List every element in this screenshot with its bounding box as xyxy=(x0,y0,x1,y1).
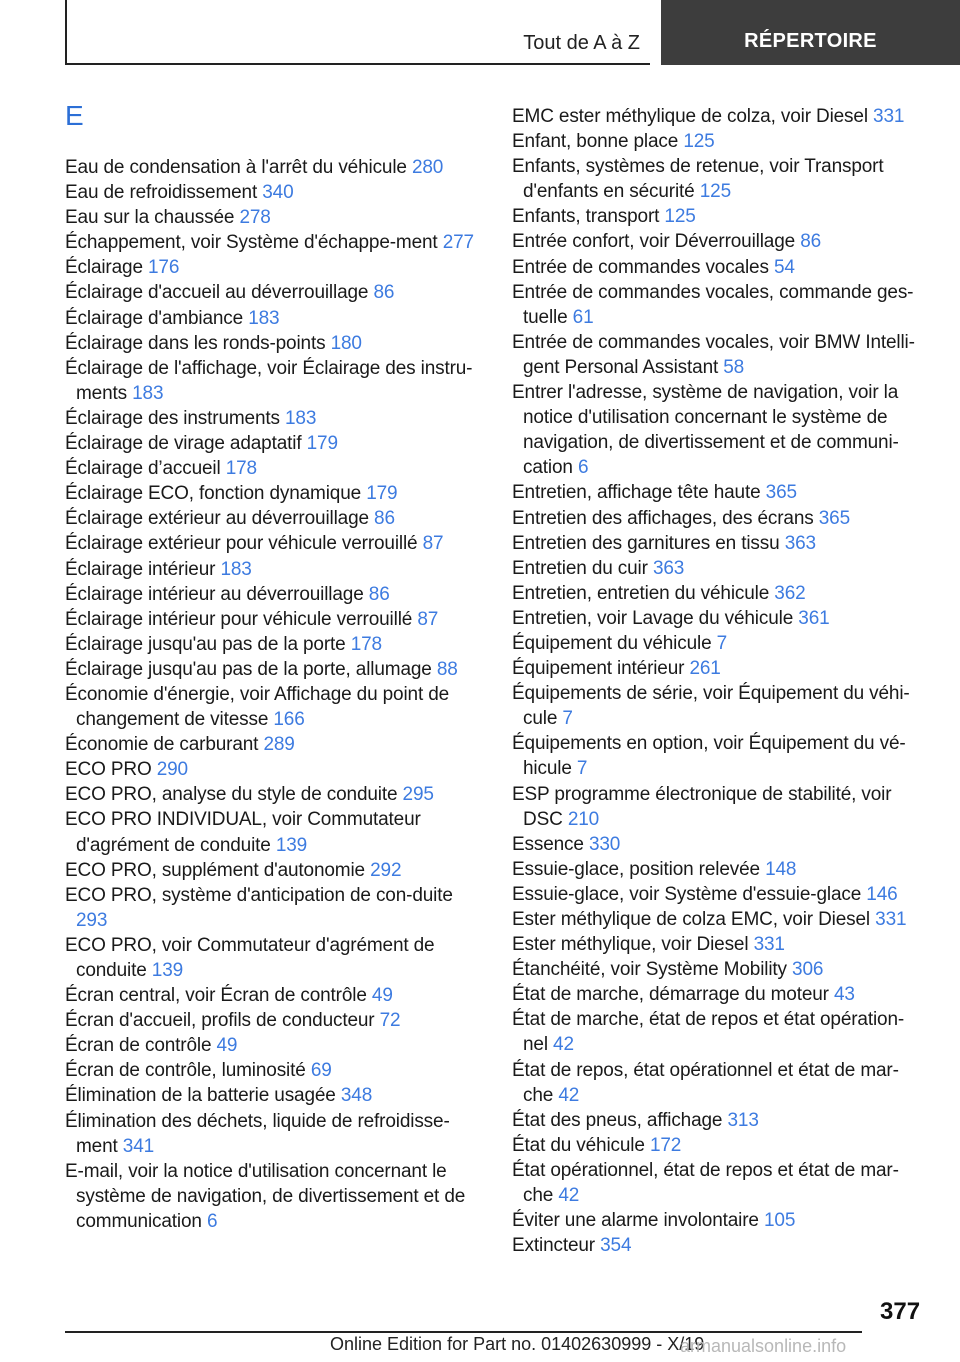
index-entry-page-link[interactable]: 341 xyxy=(122,1135,155,1157)
index-entry-text: Éclairage de l'affichage, voir Éclairage des instru-ments xyxy=(65,357,473,404)
index-entry xyxy=(65,306,480,331)
index-entry xyxy=(65,180,480,205)
index-entry-page-link[interactable]: 7 xyxy=(562,708,573,730)
header-tab-repertoire[interactable]: RÉPERTOIRE xyxy=(661,0,960,65)
index-entry-page-link[interactable]: 146 xyxy=(866,883,898,905)
index-entry-text: Enfants, systèmes de retenue, voir Transport d'enfants en sécurité xyxy=(512,156,884,203)
index-entry-text: Éclairage xyxy=(65,257,143,279)
index-entry xyxy=(512,129,927,154)
index-entry-text: État des pneus, affichage xyxy=(512,1109,723,1131)
page-number: 377 xyxy=(880,1298,921,1325)
index-entry-text: Ester méthylique de colza EMC, voir Diesel xyxy=(512,909,871,930)
section-letter: E xyxy=(65,100,84,131)
index-entry-text: État opérationnel, état de repos et état de mar-che xyxy=(512,1159,899,1207)
index-entry-text: Éclairage intérieur au déverrouillage xyxy=(65,583,364,605)
index-entry-text: Éclairage jusqu'au pas de la porte, allumage xyxy=(65,658,432,680)
index-entry-page-link[interactable]: 72 xyxy=(379,1010,401,1032)
index-entry-page-link[interactable]: 7 xyxy=(716,632,728,654)
index-entry xyxy=(512,380,927,480)
index-entry-text: Éclairage dans les ronds-points xyxy=(65,332,326,354)
index-entry-text: Équipements de série, voir Équipement du véhi-cule xyxy=(512,683,910,730)
index-entry xyxy=(512,932,927,957)
index-entry-page-link[interactable]: 87 xyxy=(422,533,444,555)
index-entry xyxy=(65,406,480,431)
index-entry xyxy=(65,582,480,607)
index-entry-page-link[interactable]: 354 xyxy=(600,1235,632,1257)
index-entry xyxy=(65,632,480,657)
index-entry-text: Élimination des déchets, liquide de refroidisse-ment xyxy=(65,1110,450,1157)
index-entry-text: Équipements en option, voir Équipement du vé-hicule xyxy=(512,733,906,780)
index-entry-page-link[interactable]: 292 xyxy=(370,859,402,881)
index-entry-text: Essuie-glace, voir Système d'essuie-glace xyxy=(512,883,862,905)
index-entry-page-link[interactable]: 43 xyxy=(834,984,855,1006)
index-entry xyxy=(512,606,927,631)
index-entry xyxy=(65,331,480,356)
index-entry xyxy=(65,883,480,933)
index-entry-text: ECO PRO INDIVIDUAL, voir Commutateur d'agrément de conduite xyxy=(65,809,421,856)
index-entry xyxy=(512,957,927,982)
index-entry-text: Entretien des garnitures en tissu xyxy=(512,532,780,554)
index-entry-page-link[interactable]: 178 xyxy=(225,458,257,480)
index-column-left xyxy=(65,155,480,1234)
index-entry-page-link[interactable]: 69 xyxy=(310,1060,332,1082)
footer-edition-text: Online Edition for Part no. 01402630999 - X/19 xyxy=(330,1334,705,1354)
index-entry xyxy=(512,154,927,204)
index-entry-page-link[interactable]: 331 xyxy=(873,106,905,127)
index-entry-text: Éclairage d'ambiance xyxy=(65,307,244,329)
index-entry-page-link[interactable]: 139 xyxy=(275,834,308,856)
index-entry-page-link[interactable]: 125 xyxy=(699,181,731,203)
index-entry-text: EMC ester méthylique de colza, voir Diesel xyxy=(512,106,868,127)
header-frame-horizontal xyxy=(65,63,650,65)
index-entry-page-link[interactable]: 139 xyxy=(151,960,184,981)
index-entry-text: Entretien, voir Lavage du véhicule xyxy=(512,607,794,629)
index-entry xyxy=(65,557,480,582)
index-entry xyxy=(512,907,927,932)
index-entry-page-link[interactable]: 183 xyxy=(285,407,317,429)
index-entry xyxy=(512,204,927,229)
index-entry-page-link[interactable]: 86 xyxy=(368,583,390,605)
index-entry-page-link[interactable]: 179 xyxy=(366,483,398,505)
index-entry-text: Essuie-glace, position relevée xyxy=(512,858,760,880)
index-entry-page-link[interactable]: 331 xyxy=(875,909,907,930)
index-entry-text: Éclairage extérieur au déverrouillage xyxy=(65,508,369,530)
index-entry xyxy=(512,531,927,556)
index-entry-page-link[interactable]: 58 xyxy=(723,356,745,378)
index-entry-text: Éclairage d'accueil au déverrouillage xyxy=(65,282,369,304)
index-entry-text: Entretien des affichages, des écrans xyxy=(512,507,814,529)
index-entry xyxy=(65,1008,480,1033)
index-entry-text: Économie de carburant xyxy=(65,734,259,756)
index-entry-page-link[interactable]: 313 xyxy=(727,1109,759,1131)
index-entry-text: Écran de contrôle, luminosité xyxy=(65,1060,306,1082)
index-entry-text: Eau de refroidissement xyxy=(65,182,258,204)
index-entry-page-link[interactable]: 365 xyxy=(765,482,797,504)
index-column-right xyxy=(512,104,927,1258)
index-entry-page-link[interactable]: 172 xyxy=(649,1134,682,1156)
index-entry-page-link[interactable]: 49 xyxy=(371,985,393,1007)
index-entry-text: Entretien du cuir xyxy=(512,557,648,579)
index-entry-page-link[interactable]: 148 xyxy=(765,858,797,880)
index-entry-page-link[interactable]: 365 xyxy=(818,507,851,529)
index-entry-text: État de marche, état de repos et état opération-nel xyxy=(512,1009,905,1056)
index-entry-text: ECO PRO, système d'anticipation de con-duite xyxy=(65,884,453,906)
index-entry xyxy=(65,280,480,305)
index-entry xyxy=(512,1058,927,1108)
index-entry-text: Eau de condensation à l'arrêt du véhicule xyxy=(65,157,407,178)
index-entry xyxy=(512,731,927,781)
index-entry-text: Éclairage de virage adaptatif xyxy=(65,433,302,455)
index-entry xyxy=(65,657,480,682)
index-entry xyxy=(512,480,927,505)
index-entry-page-link[interactable]: 54 xyxy=(773,256,795,278)
index-entry-text: Entrer l'adresse, système de navigation, voir la notice d'utilisation concernant le système de navigation, de divertissement et de communi-cation xyxy=(512,382,899,479)
index-entry xyxy=(65,983,480,1008)
index-entry xyxy=(65,807,480,857)
index-entry xyxy=(65,481,480,506)
index-entry-page-link[interactable]: 178 xyxy=(350,633,382,655)
index-entry xyxy=(512,506,927,531)
watermark: armanualsonline.info xyxy=(680,1336,847,1356)
index-entry xyxy=(512,982,927,1007)
index-entry-text: Ester méthylique, voir Diesel xyxy=(512,934,749,956)
index-entry-page-link[interactable]: 183 xyxy=(248,307,280,329)
index-entry-page-link[interactable]: 42 xyxy=(553,1034,574,1056)
index-entry xyxy=(65,230,480,255)
index-entry-page-link[interactable]: 105 xyxy=(764,1210,796,1232)
index-entry-text: ECO PRO, analyse du style de conduite xyxy=(65,784,398,806)
index-entry-text: Entretien, entretien du véhicule xyxy=(512,582,770,604)
index-entry xyxy=(65,456,480,481)
index-entry xyxy=(512,255,927,280)
index-entry-text: Éclairage intérieur pour véhicule verrouillé xyxy=(65,608,413,630)
index-entry xyxy=(512,1158,927,1208)
footer-divider xyxy=(65,1331,862,1333)
index-entry-page-link[interactable]: 42 xyxy=(558,1084,580,1106)
index-entry xyxy=(512,1208,927,1233)
index-entry xyxy=(512,1007,927,1057)
index-entry-page-link[interactable]: 362 xyxy=(774,582,806,604)
index-entry-page-link[interactable]: 49 xyxy=(216,1035,238,1057)
index-entry-page-link[interactable]: 363 xyxy=(652,557,685,579)
index-entry-text: Eau sur la chaussée xyxy=(65,207,235,229)
index-entry-text: État de marche, démarrage du moteur xyxy=(512,984,829,1006)
index-entry-page-link[interactable]: 280 xyxy=(411,157,444,178)
index-entry-text: Étanchéité, voir Système Mobility xyxy=(512,959,787,981)
index-entry-text: Équipement du véhicule xyxy=(512,632,712,654)
index-entry-text: Écran central, voir Écran de contrôle xyxy=(65,985,367,1007)
index-entry-text: ESP programme électronique de stabilité, voir DSC xyxy=(512,783,892,830)
index-entry-text: Écran d'accueil, profils de conducteur xyxy=(65,1010,375,1032)
header-frame-vertical xyxy=(65,0,67,65)
index-entry xyxy=(65,1159,480,1234)
index-entry-text: Éclairage d’accueil xyxy=(65,458,221,480)
index-entry-text: Éclairage intérieur xyxy=(65,558,216,580)
index-entry xyxy=(512,330,927,380)
index-entry-page-link[interactable]: 125 xyxy=(664,206,696,228)
index-entry xyxy=(65,255,480,280)
index-entry-page-link[interactable]: 290 xyxy=(156,759,188,781)
index-entry-page-link[interactable]: 289 xyxy=(263,734,295,756)
index-entry-text: Enfants, transport xyxy=(512,206,660,228)
index-entry-page-link[interactable]: 88 xyxy=(436,658,458,680)
index-entry-page-link[interactable]: 86 xyxy=(373,282,395,304)
index-entry-page-link[interactable]: 183 xyxy=(220,558,252,580)
index-entry xyxy=(65,732,480,757)
index-entry-page-link[interactable]: 87 xyxy=(417,608,439,630)
index-entry-page-link[interactable]: 86 xyxy=(374,508,395,530)
index-entry-page-link[interactable]: 293 xyxy=(76,909,108,931)
index-entry-text: Entrée de commandes vocales, voir BMW Intelli-gent Personal Assistant xyxy=(512,331,915,378)
index-entry-page-link[interactable]: 166 xyxy=(273,709,305,731)
index-entry-page-link[interactable]: 348 xyxy=(340,1085,373,1107)
index-entry-page-link[interactable]: 331 xyxy=(753,934,785,956)
index-entry xyxy=(65,506,480,531)
index-entry xyxy=(512,882,927,907)
index-entry-text: Économie d'énergie, voir Affichage du point de changement de vitesse xyxy=(65,683,450,731)
header-tab-a-to-z[interactable]: Tout de A à Z xyxy=(523,32,640,54)
index-entry xyxy=(65,356,480,406)
index-entry xyxy=(65,1109,480,1159)
index-entry xyxy=(512,631,927,656)
index-entry-page-link[interactable]: 295 xyxy=(402,784,434,806)
index-entry xyxy=(512,556,927,581)
index-entry-text: Entretien, affichage tête haute xyxy=(512,482,761,504)
index-entry xyxy=(512,681,927,731)
index-entry-text: Échappement, voir Système d'échappe-ment xyxy=(65,232,438,254)
index-entry xyxy=(512,656,927,681)
index-entry xyxy=(65,933,480,983)
index-entry-page-link[interactable]: 210 xyxy=(567,808,600,830)
index-entry xyxy=(512,581,927,606)
index-entry xyxy=(65,205,480,230)
index-entry-text: ECO PRO xyxy=(65,759,152,781)
index-entry-text: Éclairage des instruments xyxy=(65,407,280,429)
index-entry-page-link[interactable]: 306 xyxy=(792,959,824,981)
index-entry-page-link[interactable]: 6 xyxy=(577,457,589,479)
index-entry xyxy=(512,1133,927,1158)
index-entry xyxy=(65,1058,480,1083)
index-entry-text: Entrée confort, voir Déverrouillage xyxy=(512,231,796,253)
index-entry-page-link[interactable]: 6 xyxy=(206,1210,218,1232)
index-entry-text: ECO PRO, supplément d'autonomie xyxy=(65,859,365,881)
index-entry-text: Équipement intérieur xyxy=(512,658,685,680)
index-entry-text: ECO PRO, voir Commutateur d'agrément de conduite xyxy=(65,934,435,981)
index-entry xyxy=(65,858,480,883)
index-entry xyxy=(65,431,480,456)
index-entry-text: État de repos, état opérationnel et état de mar-che xyxy=(512,1059,899,1106)
index-entry xyxy=(512,229,927,254)
index-entry xyxy=(512,1233,927,1258)
index-entry-page-link[interactable]: 179 xyxy=(306,433,338,455)
index-entry xyxy=(512,857,927,882)
index-entry-page-link[interactable]: 180 xyxy=(330,332,362,354)
index-entry-page-link[interactable]: 176 xyxy=(148,257,180,279)
index-entry-page-link[interactable]: 278 xyxy=(239,207,271,229)
index-entry-text: Extincteur xyxy=(512,1235,595,1257)
index-entry-text: Entrée de commandes vocales, commande ges-tuelle xyxy=(512,281,914,328)
index-entry-text: Éviter une alarme involontaire xyxy=(512,1210,759,1232)
index-entry xyxy=(65,1033,480,1058)
index-entry-text: Écran de contrôle xyxy=(65,1035,212,1057)
index-entry xyxy=(65,682,480,732)
index-entry xyxy=(65,155,480,180)
index-entry-text: Éclairage jusqu'au pas de la porte xyxy=(65,633,346,655)
index-entry xyxy=(512,280,927,330)
index-entry xyxy=(65,782,480,807)
index-entry-page-link[interactable]: 61 xyxy=(572,306,594,328)
index-entry-page-link[interactable]: 261 xyxy=(689,658,721,680)
index-entry xyxy=(512,782,927,832)
index-entry-page-link[interactable]: 125 xyxy=(683,131,715,153)
index-entry-page-link[interactable]: 330 xyxy=(588,833,621,855)
index-entry-page-link[interactable]: 7 xyxy=(576,758,588,780)
index-entry xyxy=(65,531,480,556)
index-entry-page-link[interactable]: 361 xyxy=(798,607,830,629)
index-entry-page-link[interactable]: 277 xyxy=(442,232,474,254)
index-entry-page-link[interactable]: 183 xyxy=(132,382,164,404)
index-entry-text: Éclairage extérieur pour véhicule verrouillé xyxy=(65,533,418,555)
index-entry-page-link[interactable]: 42 xyxy=(558,1185,580,1207)
index-entry-text: Entrée de commandes vocales xyxy=(512,256,769,278)
index-entry-text: Élimination de la batterie usagée xyxy=(65,1085,336,1107)
index-entry-page-link[interactable]: 340 xyxy=(262,182,294,204)
index-entry-page-link[interactable]: 363 xyxy=(784,532,816,554)
index-entry xyxy=(512,104,927,129)
index-entry xyxy=(65,1083,480,1108)
index-entry-text: Essence xyxy=(512,833,584,855)
index-entry-page-link[interactable]: 86 xyxy=(800,231,822,253)
index-entry xyxy=(65,757,480,782)
index-entry-text: Éclairage ECO, fonction dynamique xyxy=(65,483,362,505)
index-entry-text: E-mail, voir la notice d'utilisation concernant le système de navigation, de divertissement et de communication xyxy=(65,1160,466,1232)
index-entry xyxy=(512,832,927,857)
index-entry xyxy=(512,1108,927,1133)
index-entry-text: Enfant, bonne place xyxy=(512,131,679,153)
index-entry xyxy=(65,607,480,632)
index-entry-text: État du véhicule xyxy=(512,1134,645,1156)
